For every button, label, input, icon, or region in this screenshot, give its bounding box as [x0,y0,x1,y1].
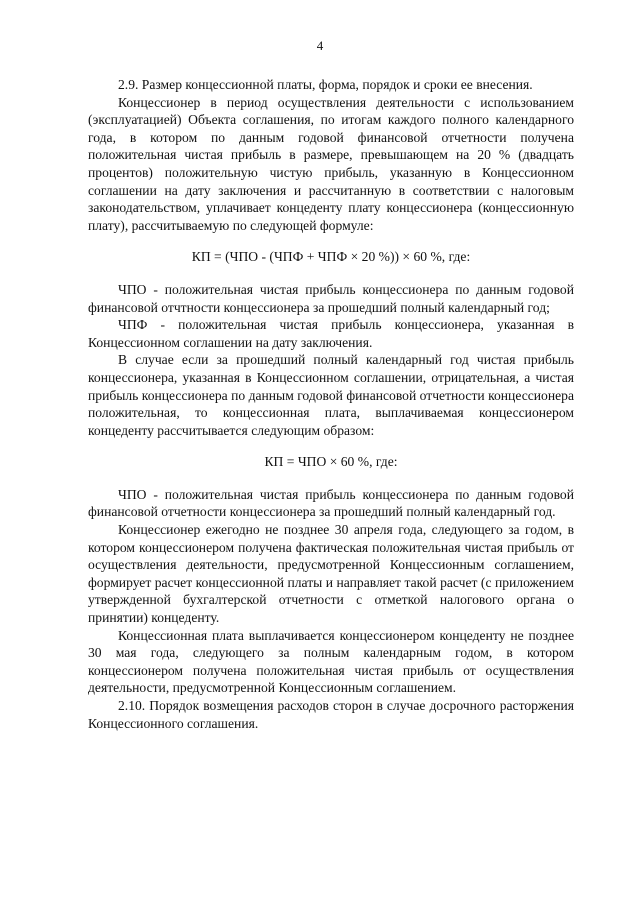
definition-chpo-alternative: ЧПО - положительная чистая прибыль концессионера по данным годовой финансовой отчетности концессионера за прошедший полный календарный год. [88,486,574,520]
document-body [88,76,574,732]
paragraph-negative-profit-case: В случае если за прошедший полный календарный год чистая прибыль концессионера, указанная в Концессионном соглашении, отрицательная, а чистая прибыль концессионера по данным годовой финансовой отчетности концессионера положительная, то концессионная плата, выплачиваемая концессионером концеденту рассчитывается следующим образом: [88,352,574,438]
formula-fee-alternative: КП = ЧПО × 60 %, где: [264,454,398,470]
paragraph-fee-conditions: Концессионер в период осуществления деятельности с использованием (эксплуатацией) Объекта соглашения, по итогам каждого полного календарного года, в котором по данным годовой финансовой отчетности получена положительная чистая прибыль в размере, превышающем на 20 % (двадцать процентов) положительную чистую прибыль, указанную в Концессионном соглашении на дату заключения и рассчитанную в соответствии с налоговым законодательством, уплачивает концеденту плату концессионера (концессионную плату), рассчитываемую по следующей формуле: [88,94,574,233]
section-2-10-heading: 2.10. Порядок возмещения расходов сторон в случае досрочного расторжения Концессионного соглашения. [88,698,574,731]
formula-fee-main: КП = (ЧПО - (ЧПФ + ЧПФ × 20 %)) × 60 %, где: [191,249,471,265]
definition-chpf: ЧПФ - положительная чистая прибыль концессионера, указанная в Концессионном соглашении на дату заключения. [88,317,574,350]
section-2-9-heading: 2.9. Размер концессионной платы, форма, порядок и сроки ее внесения. [118,77,533,92]
paragraph-calculation-deadline: Концессионер ежегодно не позднее 30 апреля года, следующего за годом, в котором концессионером получена фактическая положительная чистая прибыль от осуществления деятельности, предусмотренной Концессионным соглашением, формирует расчет концессионной платы и направляет такой расчет (с приложением утвержденной бухгалтерской отчетности с отметкой налогового органа о принятии) концеденту. [88,522,574,626]
page-number: 4 [316,38,324,53]
paragraph-payment-deadline: Концессионная плата выплачивается концессионером концеденту не позднее 30 мая года, следующего за полным календарным годом, в котором концессионером получена положительная чистая прибыль от осуществления деятельности, предусмотренной Концессионным соглашением. [88,627,574,696]
definition-chpo: ЧПО - положительная чистая прибыль концессионера по данным годовой финансовой отчтности концессионера за прошедший полный календарный год; [88,281,574,315]
